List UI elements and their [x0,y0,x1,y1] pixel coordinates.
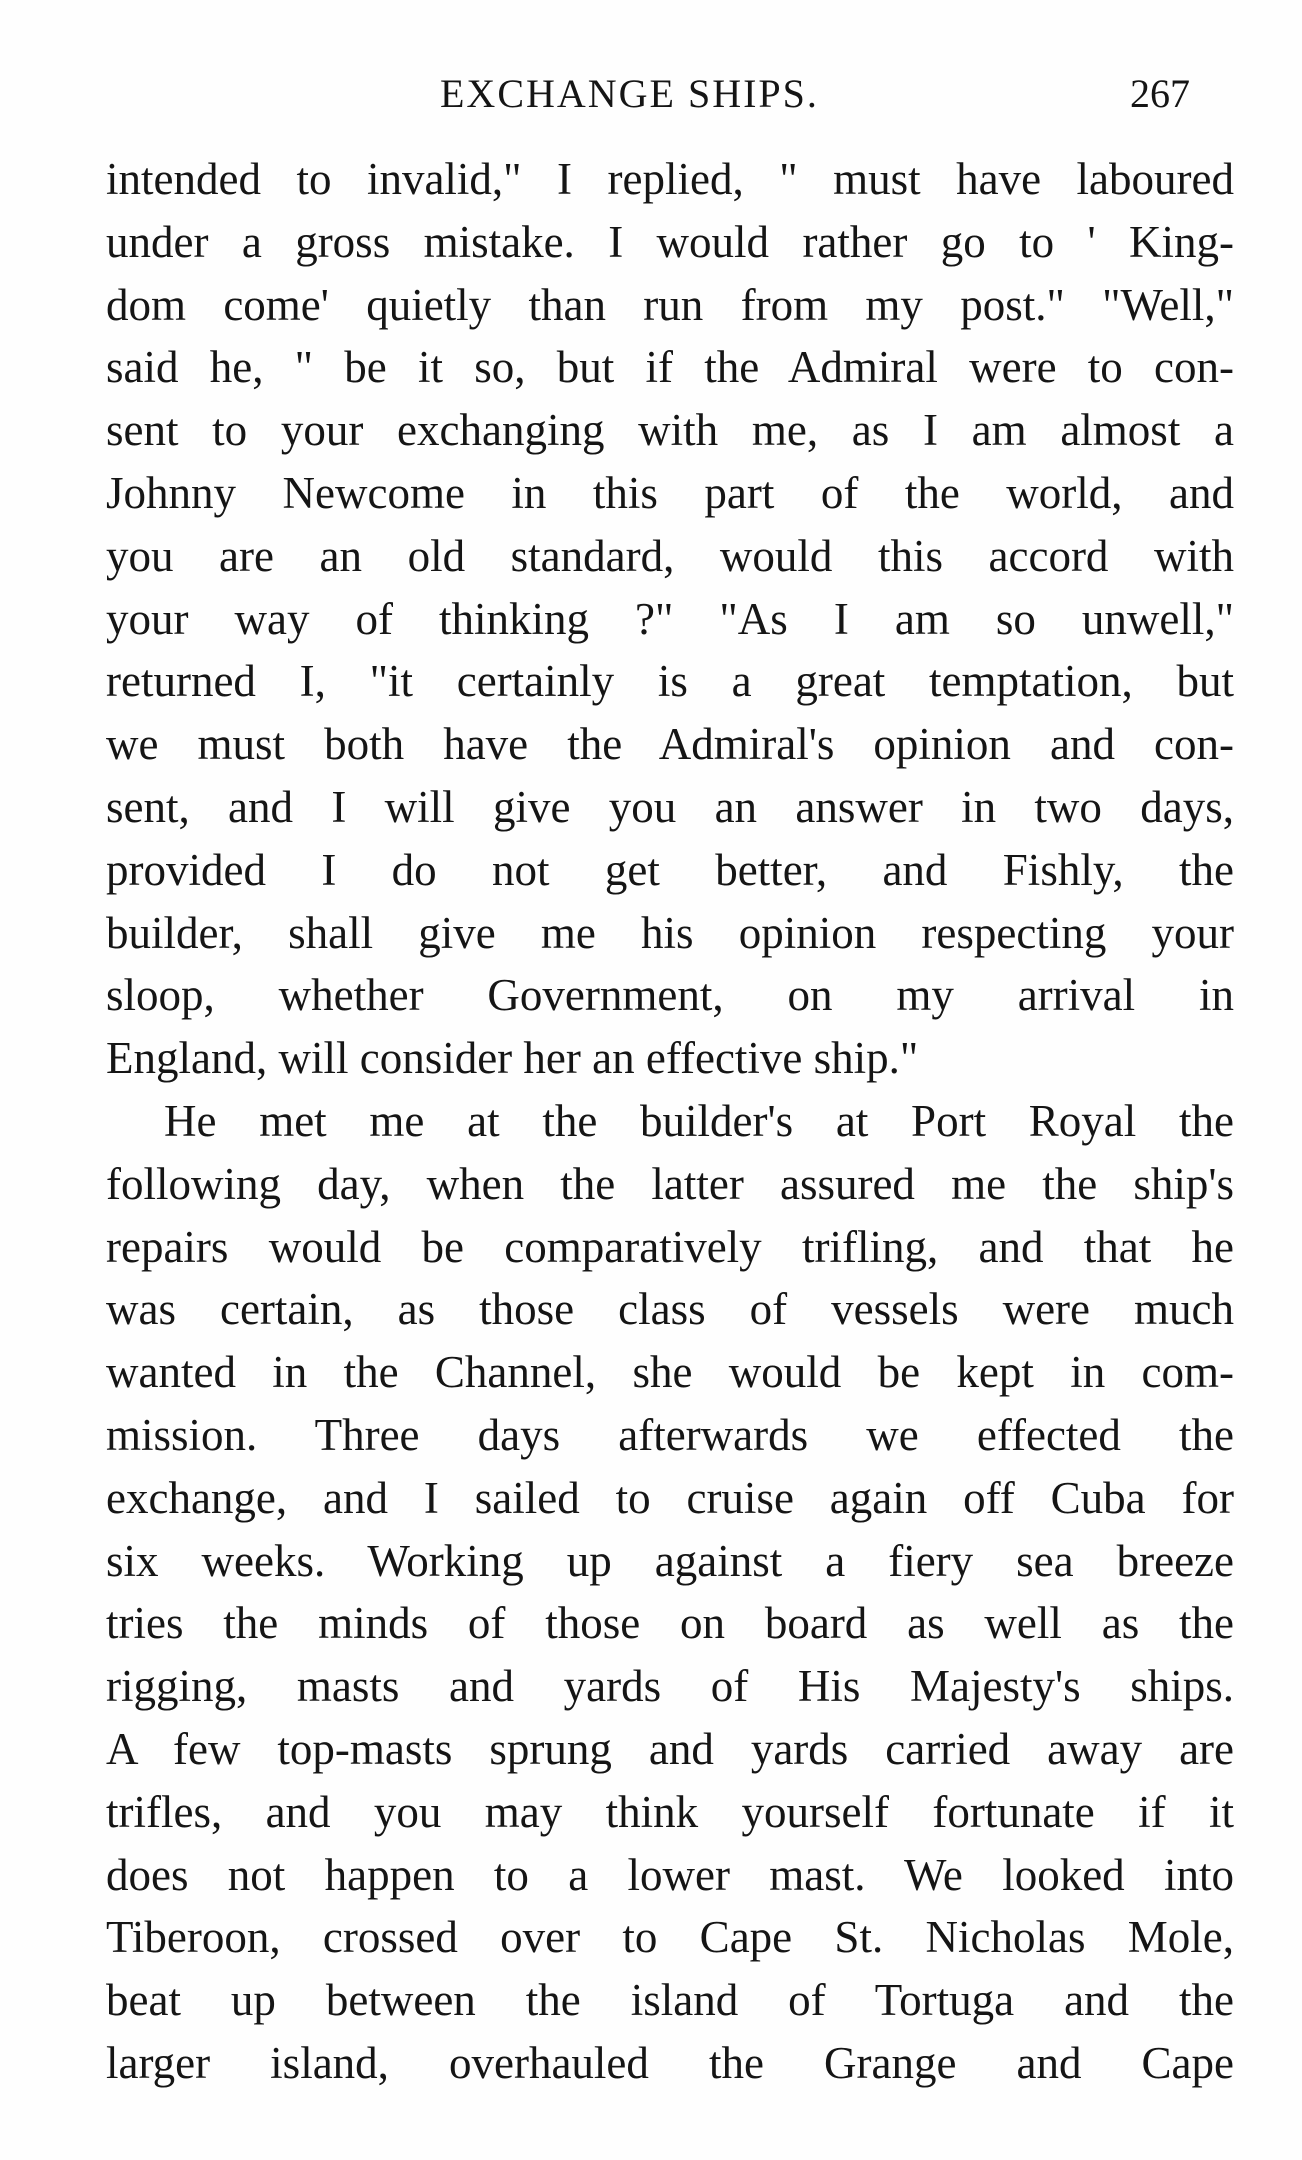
paragraph-end-line: England, will consider her an effective ship." [106,1033,919,1084]
text-line: mission. Three days afterwards we effected the [106,1409,1234,1460]
body-text [106,148,1234,2095]
text-line: returned I, "it certainly is a great temptation, but [106,656,1234,707]
text-line: sent to your exchanging with me, as I am almost a [106,405,1234,456]
paragraph-first-line: He met me at the builder's at Port Royal the [164,1095,1234,1146]
text-line: A few top-masts sprung and yards carried away are [106,1723,1234,1774]
text-line: builder, shall give me his opinion respecting your [106,907,1234,958]
text-line: we must both have the Admiral's opinion and con- [106,719,1234,770]
text-line: beat up between the island of Tortuga and the [106,1975,1234,2026]
text-line: larger island, overhauled the Grange and Cape [106,2037,1234,2088]
text-line: following day, when the latter assured me the ship's [106,1158,1234,1209]
page-number: 267 [1130,71,1190,116]
text-line: was certain, as those class of vessels were much [106,1284,1234,1335]
text-line: exchange, and I sailed to cruise again off Cuba for [106,1472,1234,1523]
text-line: Johnny Newcome in this part of the world, and [106,467,1234,518]
running-head [0,64,1302,124]
text-line: you are an old standard, would this accord with [106,530,1234,581]
text-line: six weeks. Working up against a fiery sea breeze [106,1535,1234,1586]
text-line: intended to invalid," I replied, " must have laboured [106,154,1234,204]
text-line: provided I do not get better, and Fishly, the [106,844,1234,895]
text-line: said he, " be it so, but if the Admiral were to con- [106,342,1234,393]
text-line: repairs would be comparatively trifling, and that he [106,1221,1234,1272]
text-line: does not happen to a lower mast. We looked into [106,1849,1234,1900]
text-line: wanted in the Channel, she would be kept in com- [106,1347,1234,1398]
text-line: sent, and I will give you an answer in two days, [106,781,1234,832]
text-line: under a gross mistake. I would rather go to ' King- [106,216,1234,267]
text-line: your way of thinking ?" "As I am so unwell," [106,593,1234,644]
text-line: trifles, and you may think yourself fortunate if it [106,1786,1234,1837]
text-line: rigging, masts and yards of His Majesty's ships. [106,1661,1234,1712]
text-line: dom come' quietly than run from my post." "Well," [106,279,1234,330]
text-line: sloop, whether Government, on my arrival in [106,970,1234,1021]
text-line: tries the minds of those on board as well as the [106,1598,1234,1649]
running-title: EXCHANGE SHIPS. [440,71,819,116]
text-line: Tiberoon, crossed over to Cape St. Nicholas Mole, [106,1912,1234,1963]
